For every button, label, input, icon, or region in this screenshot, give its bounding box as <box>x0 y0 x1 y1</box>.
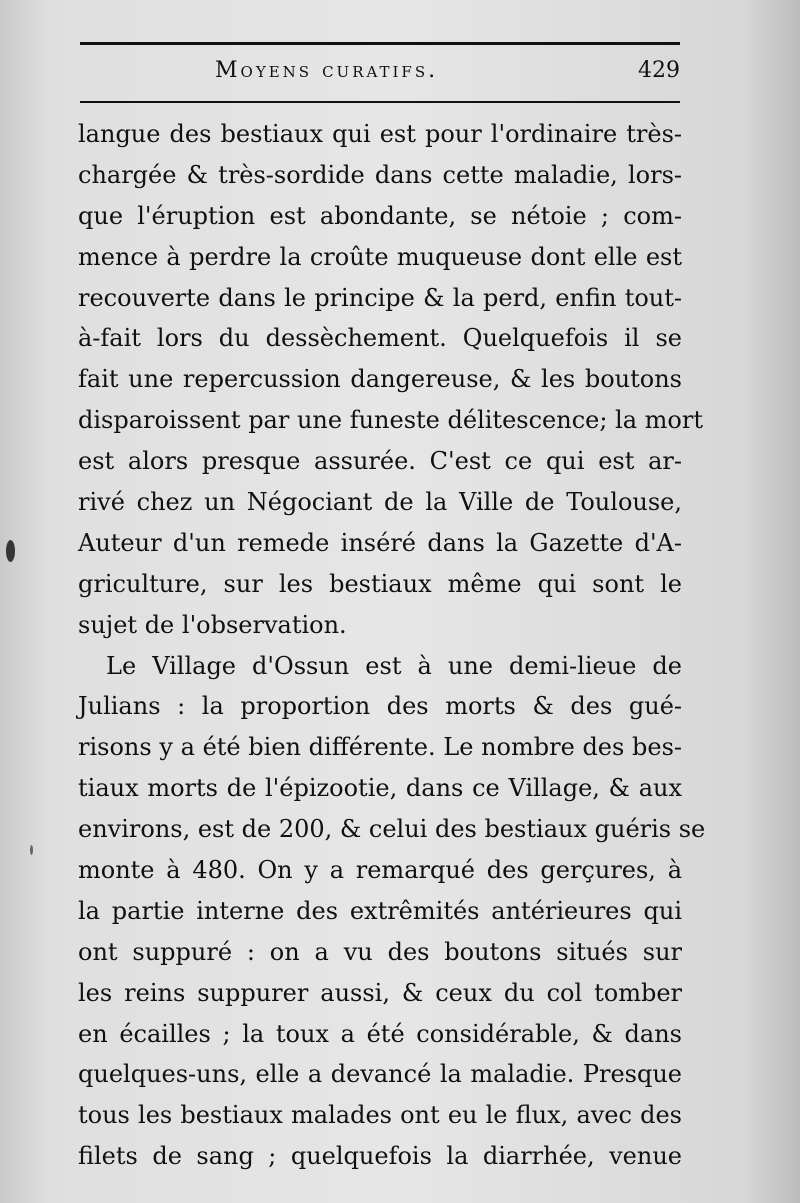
text-line: sujet de l'observation. <box>78 610 347 639</box>
text-line: rivé chez un Négociant de la Ville de Toulouse, <box>78 488 682 517</box>
text-line: griculture, sur les bestiaux même qui sont le <box>78 569 682 598</box>
text-line: monte à 480. On y a remarqué des gerçures, à <box>78 856 682 885</box>
text-line: fait une repercussion dangereuse, & les boutons <box>78 365 682 394</box>
text-line: Julians : la proportion des morts & des gué- <box>78 692 682 721</box>
text-line: à-fait lors du dessèchement. Quelquefois il se <box>78 324 682 353</box>
text-line: quelques-uns, elle a devancé la maladie. Presque <box>78 1060 682 1089</box>
text-line: langue des bestiaux qui est pour l'ordinaire très- <box>78 120 682 148</box>
text-line: Auteur d'un remede inséré dans la Gazette d'A- <box>78 528 682 557</box>
text-line: tous les bestiaux malades ont eu le flux, avec des <box>78 1101 682 1130</box>
text-line: tiaux morts de l'épizootie, dans ce Village, & aux <box>78 774 682 803</box>
text-line: est alors presque assurée. C'est ce qui est ar- <box>78 447 682 476</box>
body-text <box>78 114 706 1177</box>
text-line: que l'éruption est abondante, se nétoie ; com- <box>78 201 682 230</box>
ink-spot <box>6 540 15 562</box>
text-line: filets de sang ; quelquefois la diarrhée, venue <box>78 1142 682 1171</box>
text-line: risons y a été bien différente. Le nombre des bes- <box>78 733 682 762</box>
text-line: en écailles ; la toux a été considérable, & dans <box>78 1019 682 1048</box>
text-line: chargée & très-sordide dans cette maladie, lors- <box>78 160 682 189</box>
text-line: disparoissent par une funeste délitescence; la mort <box>78 406 703 435</box>
text-line: Le Village d'Ossun est à une demi-lieue de <box>106 651 682 680</box>
header-rule-top <box>80 42 680 45</box>
ink-spot <box>30 845 33 855</box>
text-line: environs, est de 200, & celui des bestiaux guéris se <box>78 815 706 844</box>
text-line: recouverte dans le principe & la perd, enfin tout- <box>78 283 682 312</box>
text-line: les reins suppurer aussi, & ceux du col tomber <box>78 978 682 1007</box>
running-head <box>80 56 680 92</box>
text-line: mence à perdre la croûte muqueuse dont elle est <box>78 242 682 271</box>
page-number: 429 <box>638 58 680 83</box>
text-line: la partie interne des extrêmités antérieures qui <box>78 896 682 925</box>
text-line: ont suppuré : on a vu des boutons situés sur <box>78 937 682 966</box>
running-title: Moyens curatifs. <box>215 58 439 83</box>
header-rule-bottom <box>80 101 680 103</box>
